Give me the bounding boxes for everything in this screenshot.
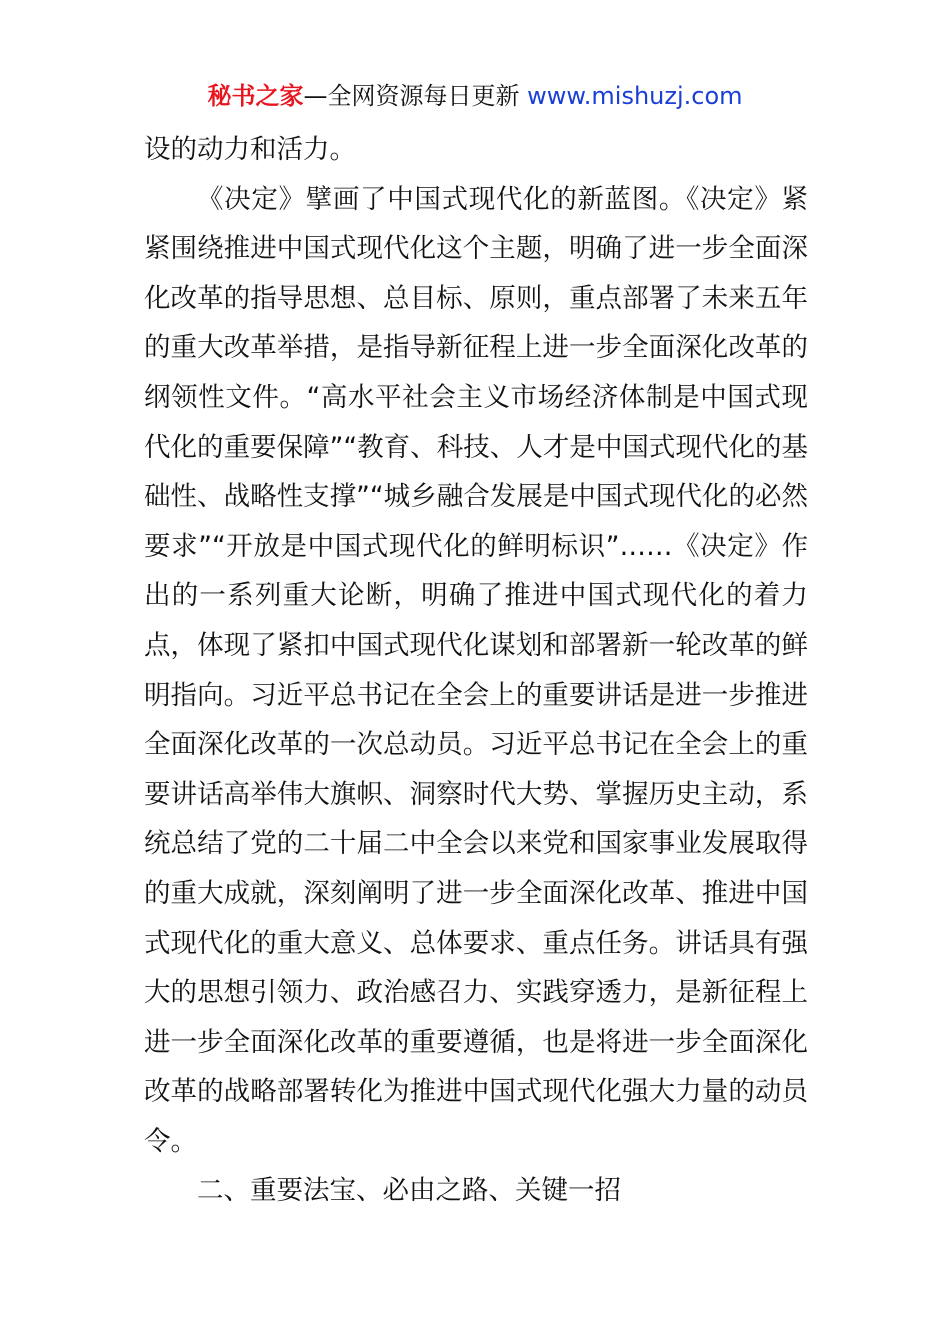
site-url-link[interactable]: www.mishuzj.com: [527, 82, 743, 110]
continuation-line: 设的动力和活力。: [144, 134, 356, 165]
site-header: [0, 80, 950, 112]
section-heading: 二、重要法宝、必由之路、关键一招: [197, 1175, 621, 1207]
document-body: [144, 125, 808, 1216]
site-brand: 秘书之家: [207, 82, 304, 110]
paragraph: 《决定》擘画了中国式现代化的新蓝图。《决定》紧紧围绕推进中国式现代化这个主题，明确了进一步全面深化改革的指导思想、总目标、原则，重点部署了未来五年的重大改革举措，是指导新征程上进一步全面深化改革的纲领性文件。“高水平社会主义市场经济体制是中国式现代化的重要保障”“教育、科技、人才是中国式现代化的基础性、战略性支撑”“城乡融合发展是中国式现代化的必然要求”“开放是中国式现代化的鲜明标识”……《决定》作出的一系列重大论断，明确了推进中国式现代化的着力点，体现了紧扣中国式现代化谋划和部署新一轮改革的鲜明指向。习近平总书记在全会上的重要讲话是进一步推进全面深化改革的一次总动员。习近平总书记在全会上的重要讲话高举伟大旗帜、洞察时代大势、掌握历史主动，系统总结了党的二十届二中全会以来党和国家事业发展取得的重大成就，深刻阐明了进一步全面深化改革、推进中国式现代化的重大意义、总体要求、重点任务。讲话具有强大的思想引领力、政治感召力、实践穿透力，是新征程上进一步全面深化改革的重要遵循，也是将进一步全面深化改革的战略部署转化为推进中国式现代化强大力量的动员令。: [144, 183, 808, 1157]
site-tagline: —全网资源每日更新: [303, 82, 528, 110]
